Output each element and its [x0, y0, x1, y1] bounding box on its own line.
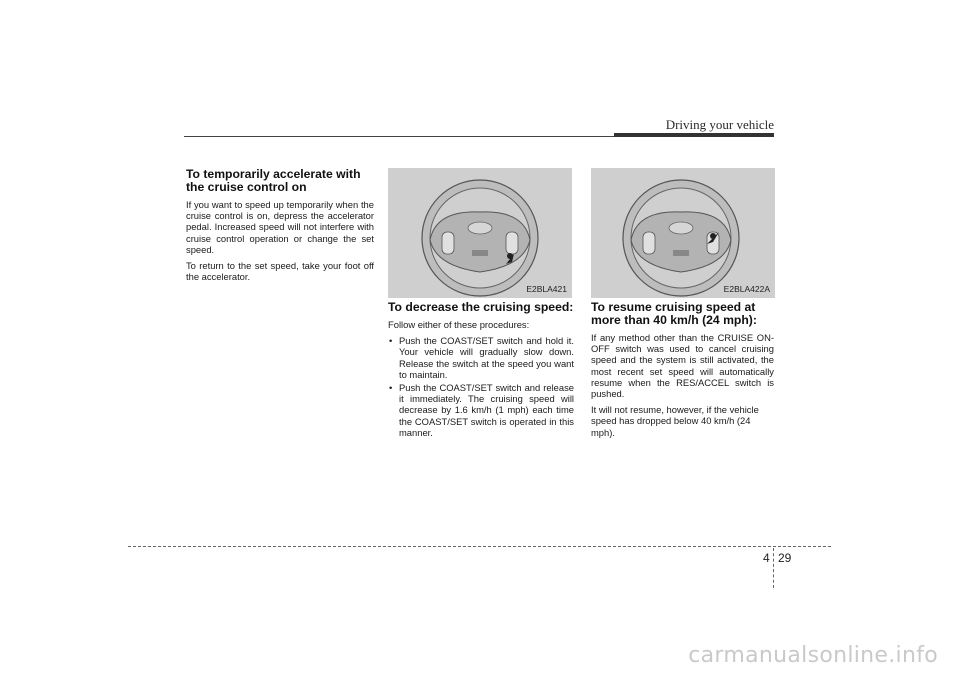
intro-text: Follow either of these procedures:	[388, 319, 530, 330]
section-heading: To temporarily accelerate with the cruise control on	[186, 167, 361, 194]
footer-divider	[773, 548, 774, 588]
chapter-number: 4	[763, 551, 770, 565]
list-item: • Push the COAST/SET switch and release it immediately. The cruising speed will decrease by 1.6 km/h (1 mph) each time the COAST/SET switch is operated in this manner.	[388, 382, 574, 438]
watermark: carmanualsonline.info	[688, 643, 938, 668]
steering-wheel-figure	[591, 168, 775, 298]
section-heading: To resume cruising speed at more than 40 km/h (24 mph):	[591, 300, 757, 327]
steering-wheel-figure	[388, 168, 572, 298]
steering-wheel-illustration	[591, 168, 775, 298]
figure-code: E2BLA421	[526, 283, 567, 294]
header-title: Driving your vehicle	[665, 117, 774, 132]
section-accelerate	[186, 168, 374, 287]
section-resume	[591, 168, 774, 443]
page-number: 29	[778, 551, 792, 565]
paragraph: It will not resume, however, if the vehicle speed has dropped below 40 km/h (24 mph).	[591, 404, 759, 438]
header-rule-accent	[614, 133, 774, 137]
paragraph: If you want to speed up temporarily when the cruise control is on, depress the accelerator pedal. Increased speed will not interfere with cruise control operation or change the set speed.	[186, 199, 374, 255]
section-heading: To decrease the cruising speed:	[388, 300, 574, 314]
figure-code: E2BLA422A	[723, 283, 770, 294]
steering-wheel-illustration	[388, 168, 572, 298]
paragraph: To return to the set speed, take your foot off the accelerator.	[186, 260, 374, 283]
list-item: • Push the COAST/SET switch and hold it. Your vehicle will gradually slow down. Release the switch at the speed you want to maintain.	[388, 335, 574, 380]
procedure-list	[388, 335, 574, 438]
paragraph: If any method other than the CRUISE ON-OFF switch was used to cancel cruising speed and the system is still activated, the most recent set speed will automatically resume when the RES/ACCEL switch is pushed.	[591, 332, 774, 400]
section-decrease	[388, 168, 574, 440]
footer-rule	[128, 546, 831, 547]
